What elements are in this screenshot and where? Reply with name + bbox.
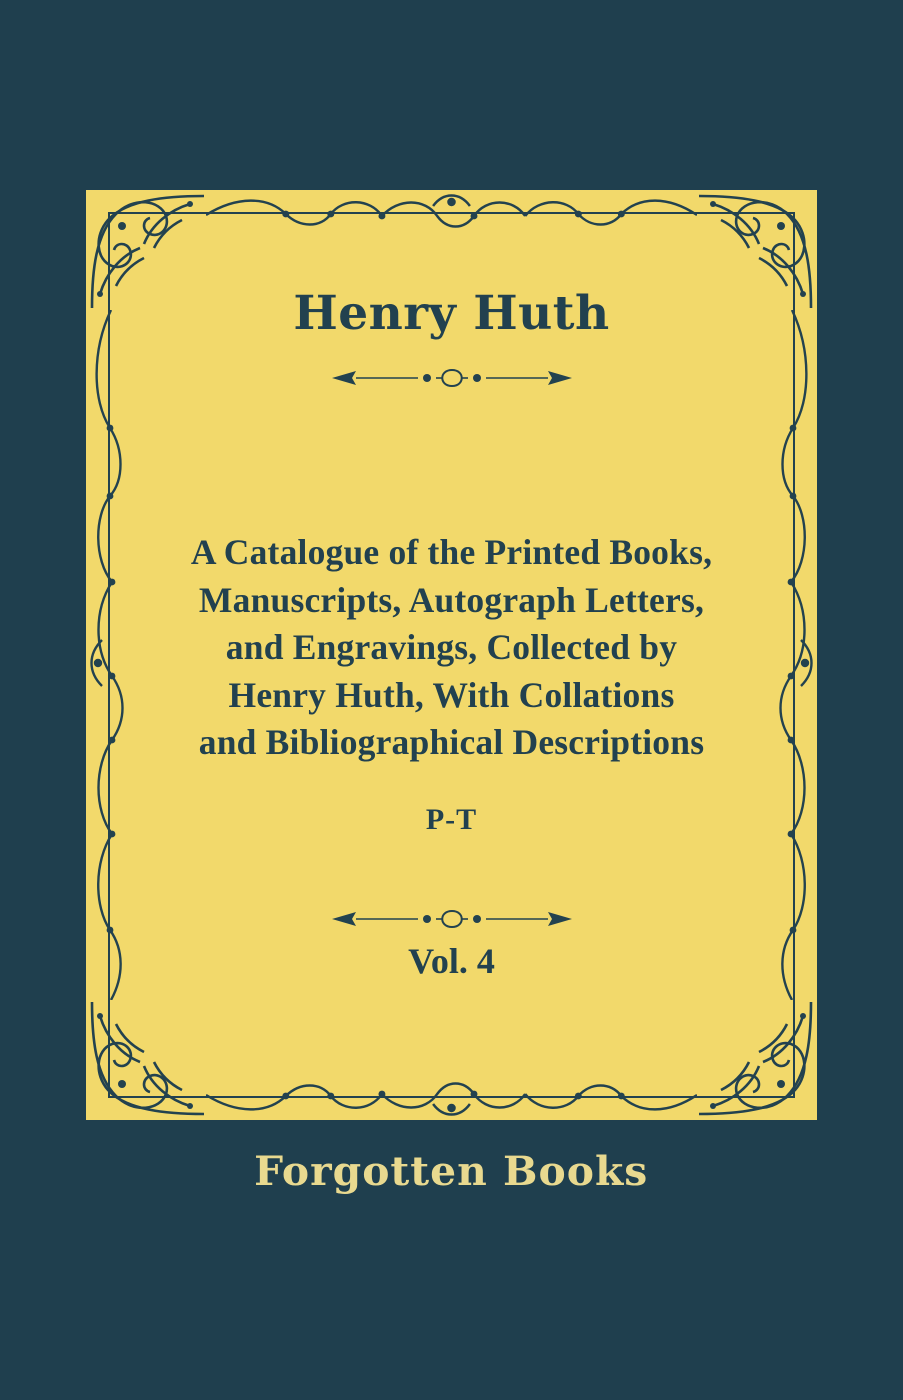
author-name: Henry Huth bbox=[293, 286, 610, 341]
volume-label: Vol. 4 bbox=[408, 941, 495, 981]
ornamental-rule-top bbox=[322, 367, 582, 389]
title-line: Henry Huth, With Collations bbox=[228, 674, 675, 715]
volume-block bbox=[146, 908, 757, 982]
cover-content bbox=[146, 242, 757, 1068]
title-line: Manuscripts, Autograph Letters, bbox=[198, 579, 705, 620]
title-line: and Bibliographical Descriptions bbox=[198, 722, 705, 763]
title-line: and Engravings, Collected by bbox=[225, 627, 678, 668]
title-line: A Catalogue of the Printed Books, bbox=[190, 532, 713, 572]
publisher-logo bbox=[0, 1148, 903, 1195]
ornamental-rule-bottom bbox=[322, 908, 582, 930]
publisher-name: Forgotten Books bbox=[254, 1148, 649, 1195]
book-title bbox=[146, 529, 757, 767]
book-subtitle: P-T bbox=[425, 802, 478, 836]
cover-panel bbox=[86, 190, 817, 1120]
